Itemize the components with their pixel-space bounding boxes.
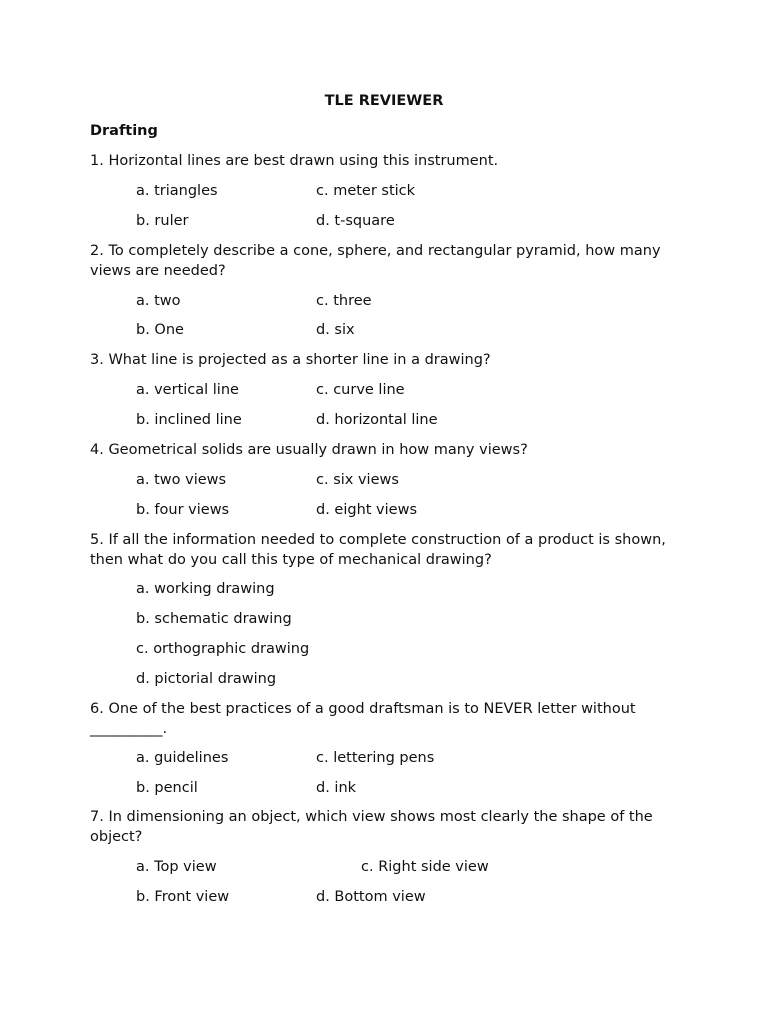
q1-option-b: b. ruler <box>136 213 189 229</box>
q6-option-d: d. ink <box>316 780 357 796</box>
q1-option-c: c. meter stick <box>316 183 416 199</box>
q2-option-d: d. six <box>316 322 355 338</box>
q2-option-b: b. One <box>136 322 184 338</box>
section-heading: Drafting <box>90 123 158 139</box>
q6-option-a: a. guidelines <box>136 750 229 766</box>
q5-option-d: d. pictorial drawing <box>136 671 277 687</box>
q7-option-a: a. Top view <box>136 859 217 875</box>
q6-option-b: b. pencil <box>136 780 198 796</box>
q5-option-a: a. working drawing <box>136 581 275 597</box>
page-title: TLE REVIEWER <box>324 93 444 109</box>
q7-option-c: c. Right side view <box>361 859 489 875</box>
q2-option-a: a. two <box>136 293 181 309</box>
question-7: 7. In dimensioning an object, which view shows most clearly the shape of the object? <box>90 809 653 845</box>
question-4: 4. Geometrical solids are usually drawn in how many views? <box>90 442 528 458</box>
q4-option-b: b. four views <box>136 502 230 518</box>
q6-option-c: c. lettering pens <box>316 750 435 766</box>
question-6: 6. One of the best practices of a good draftsman is to NEVER letter without __________. <box>90 701 636 737</box>
q4-option-d: d. eight views <box>316 502 418 518</box>
q3-option-b: b. inclined line <box>136 412 242 428</box>
q4-option-c: c. six views <box>316 472 399 488</box>
question-5: 5. If all the information needed to complete construction of a product is shown, then what do you call this type of mechanical drawing? <box>90 532 666 568</box>
q1-option-d: d. t-square <box>316 213 395 229</box>
question-1: 1. Horizontal lines are best drawn using this instrument. <box>90 153 499 169</box>
q5-option-c: c. orthographic drawing <box>136 641 310 657</box>
q4-option-a: a. two views <box>136 472 227 488</box>
q3-option-c: c. curve line <box>316 382 405 398</box>
q2-option-c: c. three <box>316 293 372 309</box>
q5-option-b: b. schematic drawing <box>136 611 292 627</box>
question-2: 2. To completely describe a cone, sphere, and rectangular pyramid, how many views are needed? <box>90 243 661 279</box>
q3-option-d: d. horizontal line <box>316 412 438 428</box>
q7-option-d: d. Bottom view <box>316 889 426 905</box>
q1-option-a: a. triangles <box>136 183 218 199</box>
question-3: 3. What line is projected as a shorter line in a drawing? <box>90 352 491 368</box>
q3-option-a: a. vertical line <box>136 382 239 398</box>
q7-option-b: b. Front view <box>136 889 230 905</box>
